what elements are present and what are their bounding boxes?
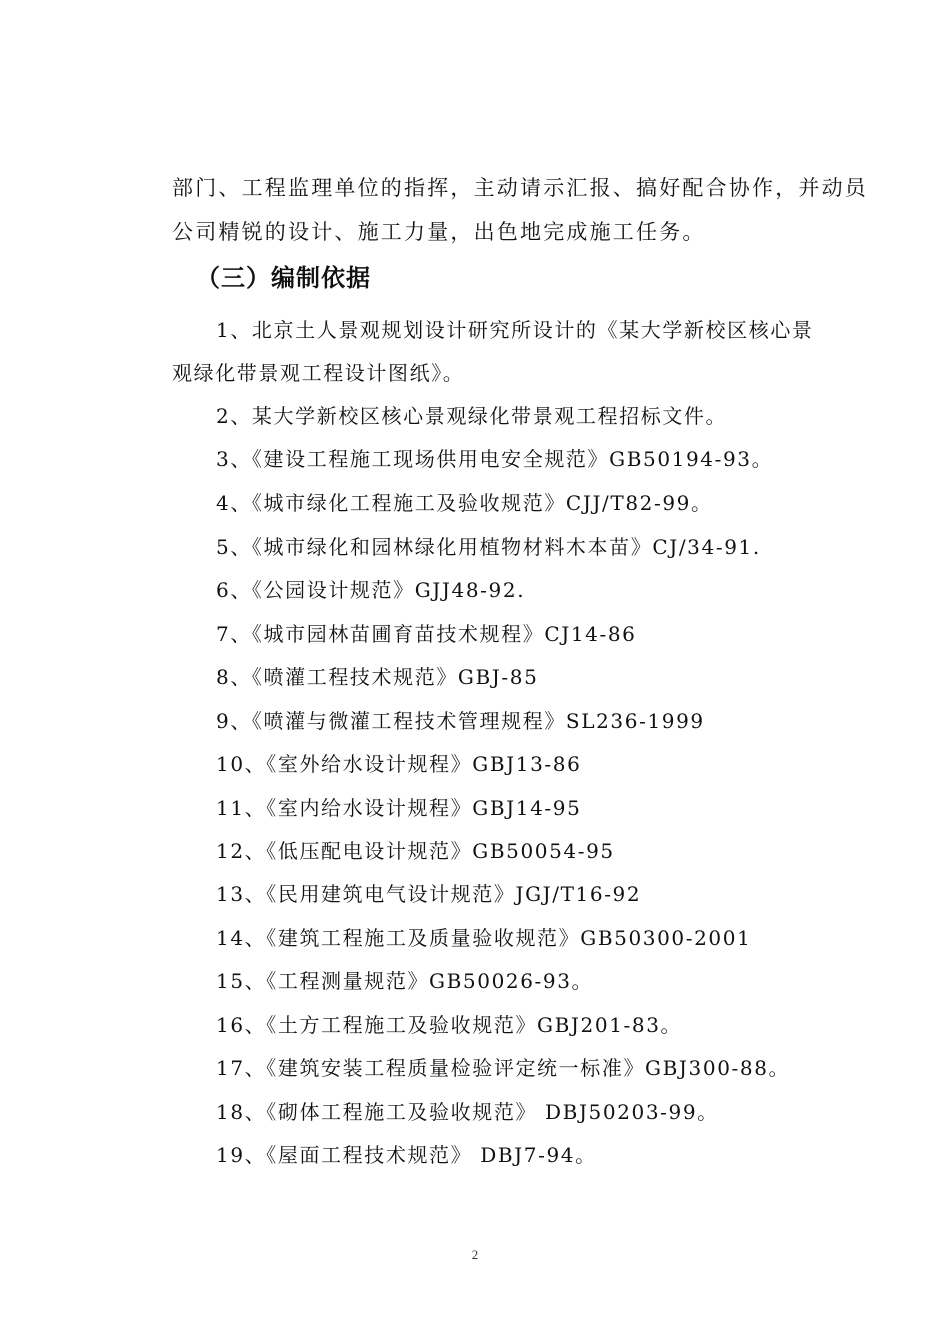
reference-item-text: 19、《屋面工程技术规范》 DBJ7-94。 bbox=[216, 1143, 597, 1167]
section-heading: （三）编制依据 bbox=[196, 264, 371, 292]
reference-item-text: 18、《砌体工程施工及验收规范》 DBJ50203-99。 bbox=[216, 1100, 719, 1124]
intro-paragraph-line-1: 部门、工程监理单位的指挥，主动请示汇报、搞好配合协作，并动员 bbox=[172, 176, 868, 200]
reference-item-text: 9、《喷灌与微灌工程技术管理规程》SL236-1999 bbox=[216, 709, 705, 733]
reference-item-text: 12、《低压配电设计规范》GB50054-95 bbox=[216, 839, 615, 863]
reference-item-text: 16、《土方工程施工及验收规范》GBJ201-83。 bbox=[216, 1013, 683, 1037]
reference-item-text: 7、《城市园林苗圃育苗技术规程》CJ14-86 bbox=[216, 622, 637, 646]
reference-item-text: 5、《城市绿化和园林绿化用植物材料木本苗》CJ/34-91. bbox=[216, 535, 761, 559]
reference-item-text: 11、《室内给水设计规程》GBJ14-95 bbox=[216, 796, 582, 820]
reference-item-text: 1、北京土人景观规划设计研究所设计的《某大学新校区核心景 bbox=[216, 318, 814, 342]
reference-item-text: 6、《公园设计规范》GJJ48-92. bbox=[216, 578, 526, 602]
reference-item-text: 17、《建筑安装工程质量检验评定统一标准》GBJ300-88。 bbox=[216, 1056, 791, 1080]
reference-item-text: 15、《工程测量规范》GB50026-93。 bbox=[216, 969, 594, 993]
reference-item-continuation: 观绿化带景观工程设计图纸》。 bbox=[172, 361, 465, 385]
reference-item-text: 2、某大学新校区核心景观绿化带景观工程招标文件。 bbox=[216, 404, 728, 428]
page-number: 2 bbox=[471, 1247, 479, 1262]
reference-item-text: 10、《室外给水设计规程》GBJ13-86 bbox=[216, 752, 582, 776]
reference-item-text: 4、《城市绿化工程施工及验收规范》CJJ/T82-99。 bbox=[216, 491, 713, 515]
reference-item-text: 8、《喷灌工程技术规范》GBJ-85 bbox=[216, 665, 539, 689]
reference-item-text: 13、《民用建筑电气设计规范》JGJ/T16-92 bbox=[216, 882, 642, 906]
intro-paragraph-line-2: 公司精锐的设计、施工力量，出色地完成施工任务。 bbox=[172, 220, 706, 244]
reference-item-text: 3、《建设工程施工现场供用电安全规范》GB50194-93。 bbox=[216, 447, 774, 471]
reference-item-text: 14、《建筑工程施工及质量验收规范》GB50300-2001 bbox=[216, 926, 752, 950]
